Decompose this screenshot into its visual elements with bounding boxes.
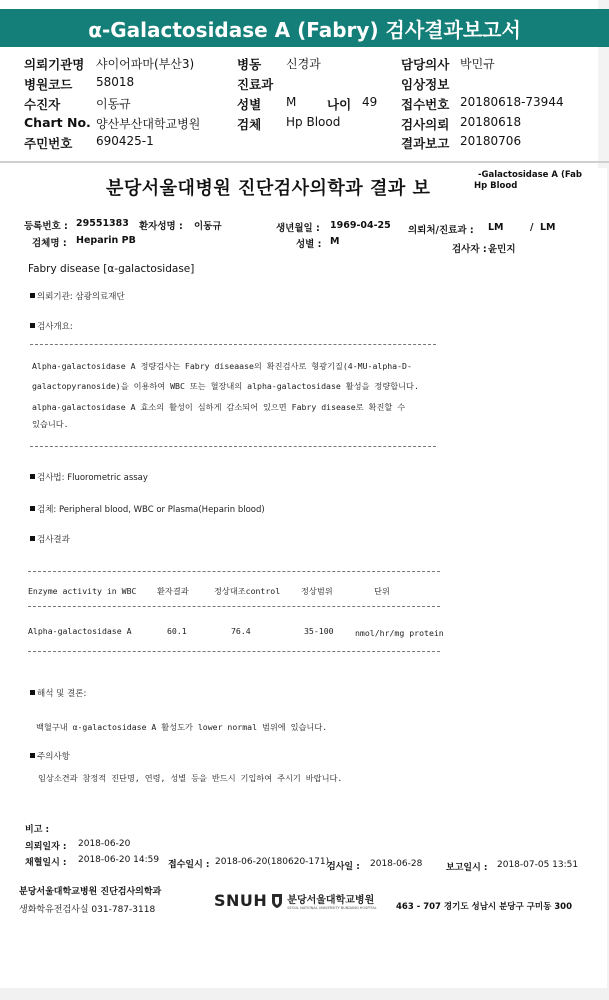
header-field-label: 나이 — [327, 97, 352, 112]
header-field-value: M — [286, 95, 297, 109]
report-title: α-Galactosidase A (Fabry) 검사결과보고서 — [88, 17, 521, 42]
table-bottom-rule — [28, 651, 440, 652]
notes-text: 임상소견과 참정적 진단명, 연령, 성별 등을 반드시 기입하여 주시기 바랍니다. — [38, 773, 343, 783]
result-header-text: 검사결과 — [37, 535, 70, 545]
lab-result-report — [16, 168, 607, 988]
result-enzyme: Alpha-galactosidase A — [28, 626, 132, 636]
header-field-label: 결과보고 — [401, 136, 450, 151]
result-normal-range: 35-100 — [304, 626, 334, 636]
header-field-value: 20180618-73944 — [460, 95, 564, 109]
institution-text: 의뢰기관: 삼광의료재단 — [37, 292, 125, 302]
header-field-value: 이동규 — [96, 97, 131, 111]
notes-header-text: 주의사항 — [37, 752, 70, 762]
snuh-logo — [214, 891, 377, 910]
header-field-label: 성별 — [237, 97, 262, 112]
result-patient-value: 60.1 — [167, 626, 187, 636]
patient-info-value: 29551383 — [76, 218, 129, 229]
header-field-value: 신경과 — [286, 57, 321, 71]
header-field-label: 진료과 — [237, 77, 274, 92]
report-title-banner — [0, 9, 609, 47]
overview-line-4: 있습니다. — [32, 419, 69, 429]
footer-org: 분당서울대학교병원 진단검사의학과 — [19, 887, 162, 897]
patient-info-label: 성별 : — [296, 239, 322, 250]
header-field-value: 박민규 — [460, 57, 495, 71]
header-field-label: 의뢰기관명 — [24, 57, 85, 72]
header-field-value: 양산부산대학교병원 — [96, 117, 201, 131]
hospital-emblem-icon — [270, 893, 284, 909]
result-unit: nmol/hr/mg protein — [355, 628, 444, 638]
overview-line-1: Alpha-galactosidase A 정량검사는 Fabry diseaase의 확진검사로 형광기질(4-MU-alpha-D- — [32, 361, 412, 371]
patient-info-value: LM — [540, 222, 556, 233]
footer-address: 463 - 707 경기도 성남시 분당구 구미동 300 — [396, 902, 573, 912]
overview-header-text: 검사개요: — [37, 322, 73, 332]
patient-info-label: 환자성명 : — [139, 221, 183, 232]
remark-label: 비고 : — [25, 825, 50, 835]
header-field-value: 690425-1 — [96, 134, 154, 148]
patient-info-label: / — [530, 222, 534, 233]
patient-info-value: M — [330, 236, 340, 247]
header-field-value: 20180618 — [460, 115, 522, 129]
header-field-label: 수진자 — [24, 97, 61, 112]
patient-info-label: 생년월일 : — [276, 223, 320, 234]
header-field-label: 병동 — [237, 57, 262, 72]
interpretation-text: 백혈구내 α-galactosidase A 활성도가 lower normal 범위에 있습니다. — [36, 722, 328, 732]
date-label: 채혈일시 : — [25, 858, 67, 868]
date-value: 2018-06-28 — [370, 859, 423, 869]
specimen-text: 검체: Peripheral blood, WBC or Plasma(Heparin blood) — [37, 505, 265, 515]
col-header-range: 정상범위 — [301, 586, 333, 596]
result-control-value: 76.4 — [231, 626, 251, 636]
page-bottom-margin — [0, 988, 609, 1000]
header-field-label: Chart No. — [24, 115, 91, 130]
institution-line — [30, 290, 125, 302]
header-field-label: 접수번호 — [401, 97, 450, 112]
header-field-label: 임상정보 — [401, 77, 450, 92]
patient-info-label: 의뢰처/진료과 : — [408, 225, 474, 236]
patient-info-value: 1969-04-25 — [330, 220, 391, 231]
header-field-value: 20180706 — [460, 134, 522, 148]
patient-info-value: LM — [488, 222, 504, 233]
col-header-enzyme: Enzyme activity in WBC — [28, 586, 137, 596]
method-line — [30, 471, 148, 483]
patient-info-label: 검사자 : — [452, 244, 487, 255]
overview-line-3: alpha-galactosidase A 효소의 활성이 심하게 감소되어 있으면 Fabry disease로 확진할 수 — [32, 402, 406, 412]
date-label: 의뢰일자 : — [25, 842, 67, 852]
overview-bottom-rule — [30, 446, 436, 447]
lab-report-title: 분당서울대병원 진단검사의학과 결과 보 — [106, 178, 431, 199]
header-field-label: 주민번호 — [24, 136, 73, 151]
date-value: 2018-06-20(180620-171) — [215, 857, 330, 867]
interpretation-header — [30, 687, 86, 699]
patient-info-value: 윤민지 — [488, 244, 516, 255]
date-label: 보고일시 : — [446, 863, 488, 873]
date-label: 검사일 : — [327, 862, 360, 872]
result-header — [30, 533, 70, 545]
overlay-title-fragment: -Galactosidase A (Fab — [478, 170, 582, 180]
date-value: 2018-06-20 14:59 — [78, 855, 160, 865]
col-header-patient: 환자결과 — [157, 586, 189, 596]
patient-info-value: Heparin PB — [76, 235, 136, 246]
logo-sub: SEOUL NATIONAL UNIVERSITY BUNDANG HOSPITAL — [287, 906, 377, 910]
logo-mark: SNUH — [214, 891, 268, 910]
specimen-line — [30, 503, 265, 515]
notes-header — [30, 750, 70, 762]
method-text: 검사법: Fluorometric assay — [37, 473, 148, 483]
header-field-value: 49 — [362, 95, 378, 109]
patient-info-label: 등록번호 : — [24, 221, 68, 232]
header-field-label: 담당의사 — [401, 57, 450, 72]
table-top-rule — [28, 571, 440, 572]
col-header-unit: 단위 — [374, 586, 390, 596]
overview-header — [30, 320, 73, 332]
date-label: 접수일시 : — [168, 860, 210, 870]
test-name: Fabry disease [α-galactosidase] — [28, 263, 195, 275]
interpretation-header-text: 해석 및 결론: — [37, 689, 87, 699]
header-field-label: 병원코드 — [24, 77, 73, 92]
header-field-value: 58018 — [96, 75, 135, 89]
table-mid-rule — [28, 606, 440, 607]
header-field-label: 검사의뢰 — [401, 117, 450, 132]
overlay-specimen-fragment: Hp Blood — [474, 181, 518, 191]
overview-top-rule — [30, 344, 436, 345]
overview-line-2: galactopyranoside)을 이용하여 WBC 또는 혈장내의 alpha-galactosidase 활성을 정량합니다. — [32, 381, 419, 391]
logo-name: 분당서울대학교병원 — [287, 895, 375, 906]
footer-phone: 생화학유전검사실 031-787-3118 — [19, 905, 156, 915]
header-field-value: 샤이어파마(부산3) — [96, 57, 195, 71]
patient-info-value: 이동규 — [194, 221, 222, 232]
col-header-control: 정상대조control — [214, 586, 281, 596]
header-divider — [0, 161, 609, 163]
header-field-label: 검체 — [237, 117, 262, 132]
date-value: 2018-06-20 — [78, 839, 131, 849]
patient-info-label: 검체명 : — [32, 238, 67, 249]
header-field-value: Hp Blood — [286, 115, 341, 129]
date-value: 2018-07-05 13:51 — [497, 860, 579, 870]
